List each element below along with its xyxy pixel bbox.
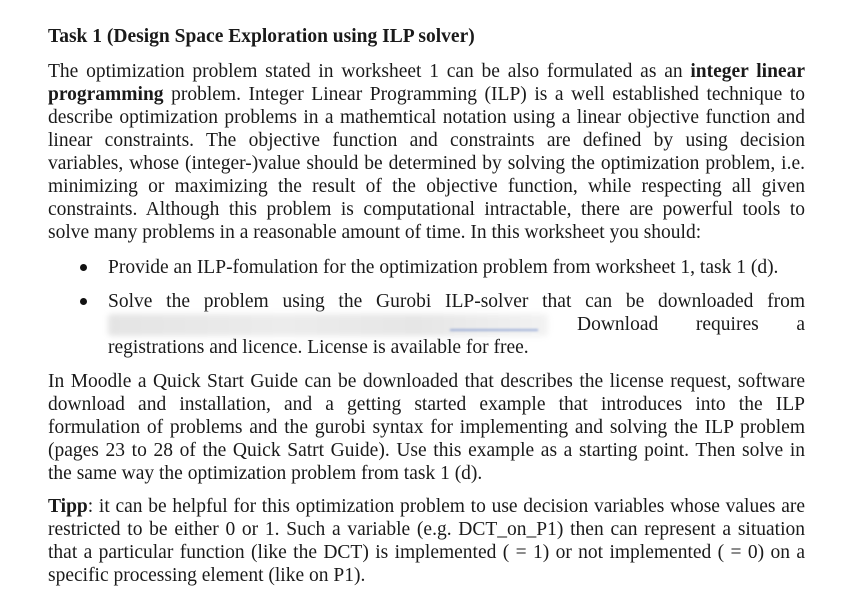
p1-line-4: linear constraints. The objective function and constraints are defined by using decision (48, 130, 805, 151)
p1-line-2: programming problem. Integer Linear Programming (ILP) is a well established technique to (48, 84, 805, 105)
bullet-2-line-1: Solve the problem using the Gurobi ILP-solver that can be downloaded from (108, 291, 805, 312)
p1-line-3: describe optimization problems in a mathemtical notation using a linear objective function and (48, 107, 805, 128)
bullet-dot-1 (80, 264, 87, 271)
p1-line-7: constraints. Although this problem is computational intractable, there are powerful tools to (48, 199, 805, 220)
bullet-dot-2 (80, 298, 87, 305)
p2-line-1: In Moodle a Quick Start Guide can be downloaded that describes the license request, software (48, 371, 805, 392)
redacted-link-underline (450, 329, 538, 331)
tipp-label: Tipp (48, 496, 88, 517)
tipp-line-4: specific processing element (like on P1). (48, 565, 366, 586)
p2-line-2: download and installation, and a getting started example that introduces into the ILP (48, 394, 805, 415)
redacted-link (108, 314, 548, 336)
tipp-line-1: Tipp: it can be helpful for this optimization problem to use decision variables whose values are (48, 496, 805, 517)
task-title: Task 1 (Design Space Exploration using ILP solver) (48, 26, 475, 47)
p1-line-1: The optimization problem stated in worksheet 1 can be also formulated as an integer linear (48, 61, 805, 82)
p2-line-5: the same way the optimization problem from task 1 (d). (48, 463, 483, 484)
tipp-line-3: that a particular function (like the DCT) is implemented ( = 1) or not implemented ( = 0) on a (48, 542, 805, 563)
p2-line-3: formulation of problems and the gurobi syntax for implementing and solving the ILP problem (48, 417, 805, 438)
bullet-2-line-2-tail: Download requires a (577, 314, 805, 335)
tipp-line-2: restricted to be either 0 or 1. Such a variable (e.g. DCT_on_P1) then can represent a situation (48, 519, 805, 540)
p2-line-4: (pages 23 to 28 of the Quick Satrt Guide). Use this example as a starting point. Then solve in (48, 440, 805, 461)
p1-line-8: solve many problems in a reasonable amount of time. In this worksheet you should: (48, 222, 702, 243)
p1-line-6: minimizing or maximizing the result of the objective function, while respecting all given (48, 176, 805, 197)
bullet-2-line-3: registrations and licence. License is available for free. (108, 337, 529, 358)
bullet-1-text: Provide an ILP-fomulation for the optimization problem from worksheet 1, task 1 (d). (108, 257, 779, 278)
p1-line-5: variables, whose (integer-)value should be determined by solving the optimization problem, i.e. (48, 153, 805, 174)
